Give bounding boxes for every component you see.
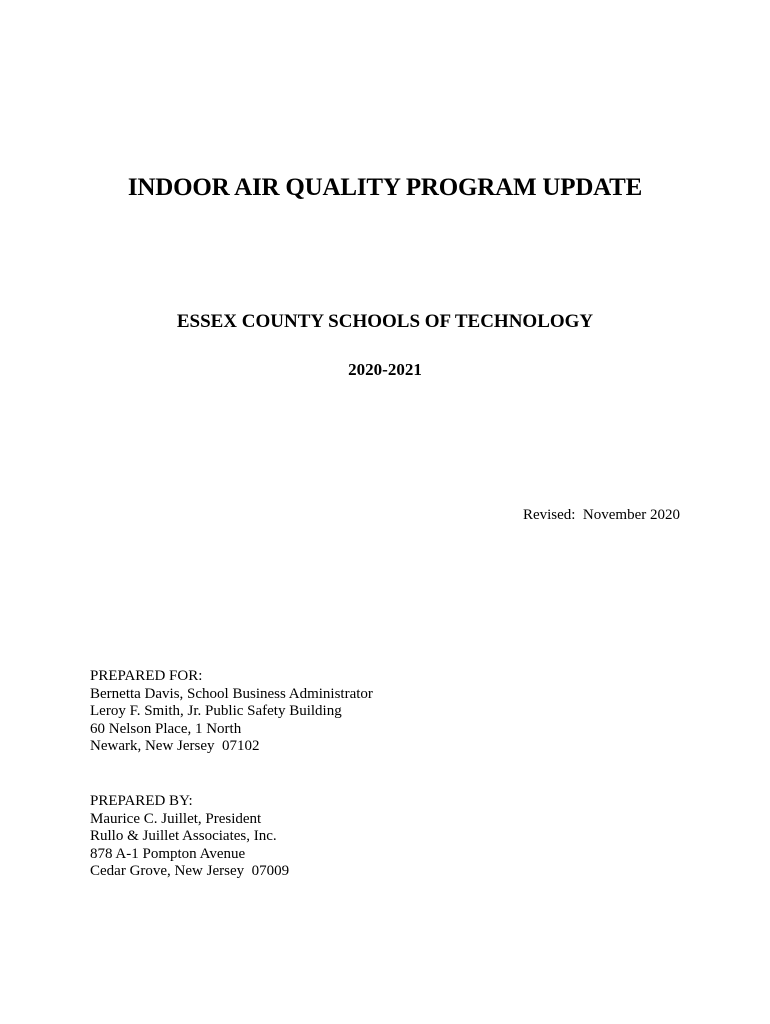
prepared-by-line: Rullo & Juillet Associates, Inc.	[90, 828, 277, 844]
school-year: 2020-2021	[348, 360, 422, 379]
prepared-for-line: Newark, New Jersey 07102	[90, 738, 260, 754]
organization-name: ESSEX COUNTY SCHOOLS OF TECHNOLOGY	[176, 311, 594, 332]
prepared-by-line: 878 A-1 Pompton Avenue	[90, 845, 246, 862]
prepared-for-line: Bernetta Davis, School Business Administrator	[90, 685, 373, 702]
prepared-for-block	[90, 668, 373, 756]
prepared-for-line: 60 Nelson Place, 1 North	[90, 720, 242, 737]
document-title: INDOOR AIR QUALITY PROGRAM UPDATE	[127, 174, 643, 201]
revision-date: Revised: November 2020	[522, 507, 680, 523]
prepared-by-line: Cedar Grove, New Jersey 07009	[90, 863, 290, 879]
prepared-for-heading: PREPARED FOR:	[90, 668, 203, 684]
prepared-for-line: Leroy F. Smith, Jr. Public Safety Building	[90, 703, 342, 719]
prepared-by-line: Maurice C. Juillet, President	[90, 810, 262, 827]
prepared-by-heading: PREPARED BY:	[90, 793, 193, 809]
prepared-by-block	[90, 793, 289, 881]
